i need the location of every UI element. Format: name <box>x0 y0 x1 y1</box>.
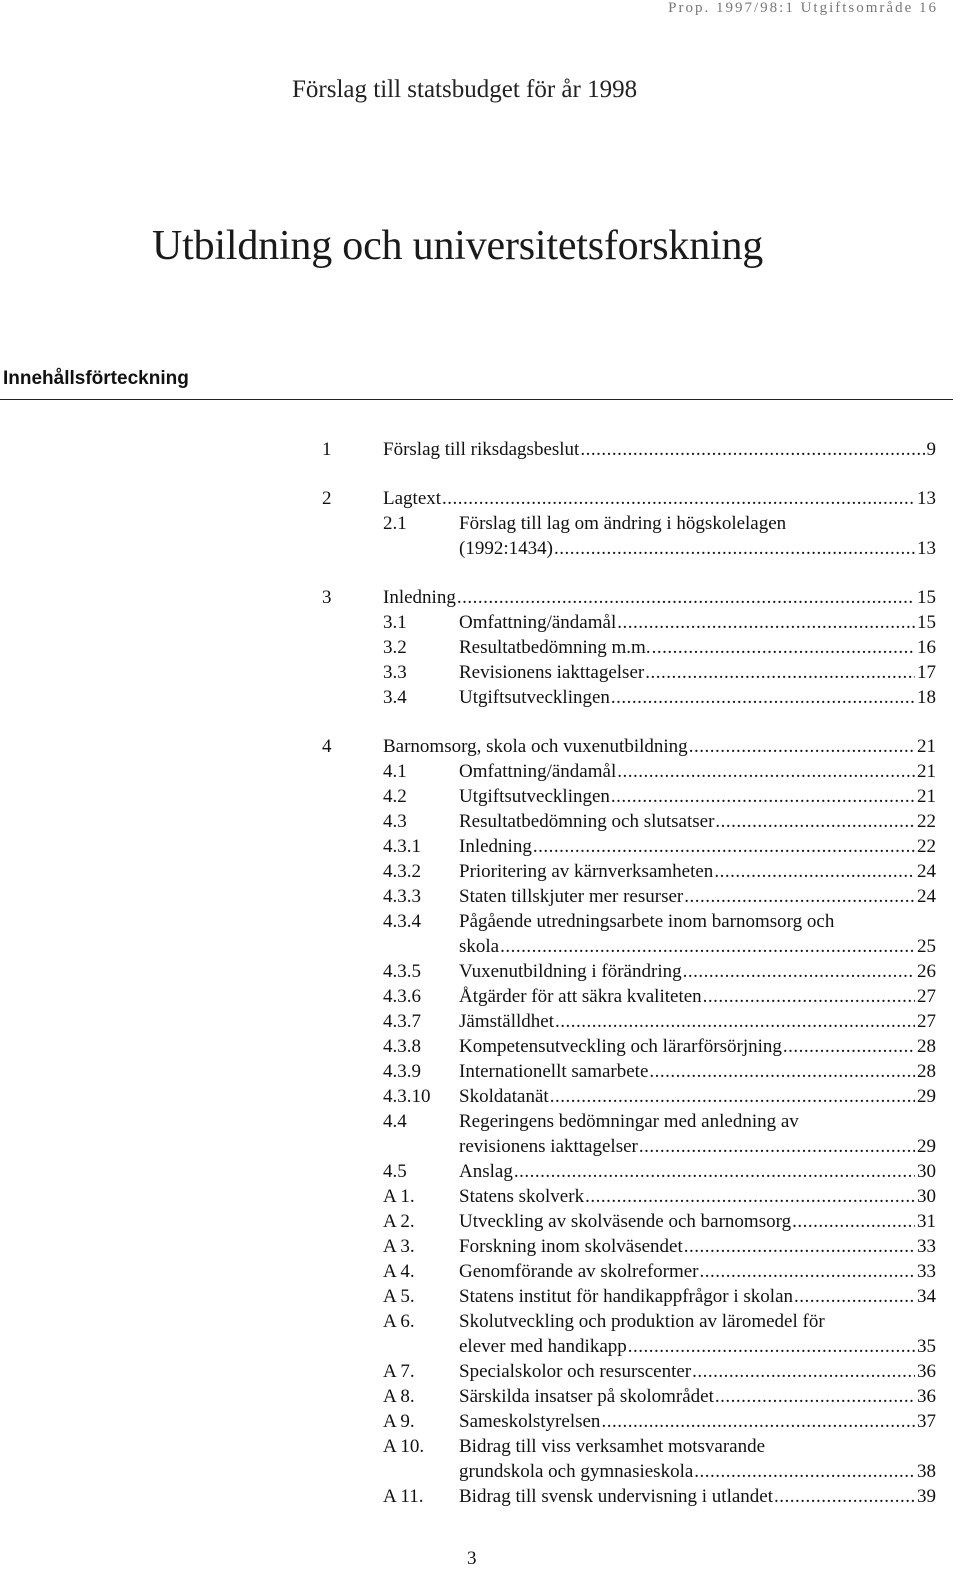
toc-entry-number: A 9. <box>383 1411 415 1432</box>
toc-entry-number: 4.3.8 <box>383 1036 421 1057</box>
toc-entry-title: Resultatbedömning m.m. <box>459 637 651 658</box>
toc-entry-number: A 7. <box>383 1361 415 1382</box>
toc-entry-number: A 3. <box>383 1236 415 1257</box>
toc-entry-page: 33 <box>917 1261 936 1282</box>
toc-entry-title: Statens skolverk <box>459 1186 585 1207</box>
toc-leader-dots <box>652 635 915 660</box>
toc-entry-title: Statens institut för handikappfrågor i skolan <box>459 1286 794 1307</box>
toc-entry[interactable] <box>0 1309 960 1359</box>
toc-entry-number: A 10. <box>383 1436 425 1457</box>
toc-entry-number: 4.3.7 <box>383 1011 421 1032</box>
toc-entry-number: 2 <box>322 488 332 509</box>
toc-leader-dots <box>774 1484 915 1509</box>
toc-entry-title: Jämställdhet <box>459 1011 554 1032</box>
toc-entry-page: 24 <box>917 861 936 882</box>
toc-entry[interactable] <box>0 1159 960 1184</box>
toc-leader-dots <box>617 759 915 784</box>
toc-entry-page: 33 <box>917 1236 936 1257</box>
toc-leader-dots <box>684 884 915 909</box>
toc-leader-dots <box>715 1384 915 1409</box>
toc-entry-number: 3 <box>322 587 332 608</box>
toc-leader-dots <box>694 1459 915 1484</box>
toc-entry-number: 4.3.9 <box>383 1061 421 1082</box>
toc-entry-page: 22 <box>917 836 936 857</box>
toc-entry-title: Bidrag till viss verksamhet motsvarande <box>459 1436 766 1457</box>
toc-entry-page: 15 <box>917 612 936 633</box>
toc-entry-title: Inledning <box>383 587 456 608</box>
toc-entry[interactable] <box>0 437 960 462</box>
toc-entry-number: A 1. <box>383 1186 415 1207</box>
toc-entry[interactable] <box>0 635 960 660</box>
document-subtitle: Förslag till statsbudget för år 1998 <box>292 76 638 103</box>
toc-entry[interactable] <box>0 1234 960 1259</box>
toc-entry-page: 15 <box>917 587 936 608</box>
toc-leader-dots <box>611 784 915 809</box>
toc-leader-dots <box>554 536 915 561</box>
toc-entry-title: Utveckling av skolväsende och barnomsorg <box>459 1211 792 1232</box>
toc-entry-title: skola <box>459 936 500 957</box>
toc-leader-dots <box>684 1234 915 1259</box>
toc-entry-title: Skoldatanät <box>459 1086 549 1107</box>
toc-entry-number: A 8. <box>383 1386 415 1407</box>
toc-entry-page: 22 <box>917 811 936 832</box>
toc-entry-title: Utgiftsutvecklingen <box>459 786 610 807</box>
heading-rule <box>0 399 953 400</box>
document-title: Utbildning och universitetsforskning <box>152 223 764 269</box>
toc-entry-number: 4.3.6 <box>383 986 421 1007</box>
toc-entry[interactable] <box>0 784 960 809</box>
toc-entry-title: Omfattning/ändamål <box>459 612 617 633</box>
toc-heading: Innehållsförteckning <box>3 368 189 389</box>
toc-entry-number: A 2. <box>383 1211 415 1232</box>
toc-leader-dots <box>550 1084 915 1109</box>
toc-entry-page: 30 <box>917 1161 936 1182</box>
toc-entry-number: 2.1 <box>383 513 407 534</box>
toc-entry[interactable] <box>0 1259 960 1284</box>
toc-entry-page: 35 <box>917 1336 936 1357</box>
toc-entry-title: Omfattning/ändamål <box>459 761 617 782</box>
toc-entry-title: Förslag till riksdagsbeslut <box>383 439 580 460</box>
toc-entry[interactable] <box>0 809 960 834</box>
toc-entry-page: 27 <box>917 986 936 1007</box>
toc-entry-title: Resultatbedömning och slutsatser <box>459 811 715 832</box>
toc-entry[interactable] <box>0 859 960 884</box>
toc-entry-page: 17 <box>917 662 936 683</box>
toc-entry-page: 27 <box>917 1011 936 1032</box>
toc-entry-page: 36 <box>917 1361 936 1382</box>
toc-entry[interactable] <box>0 1084 960 1109</box>
toc-entry-page: 26 <box>917 961 936 982</box>
toc-entry-title: Inledning <box>459 836 532 857</box>
toc-entry-page: 24 <box>917 886 936 907</box>
toc-entry-number: 3.4 <box>383 687 407 708</box>
toc-entry-number: 4.3.5 <box>383 961 421 982</box>
toc-entry-title: Kompetensutveckling och lärarförsörjning <box>459 1036 782 1057</box>
toc-entry[interactable] <box>0 1109 960 1159</box>
toc-entry-title: Regeringens bedömningar med anledning av <box>459 1111 799 1132</box>
toc-entry-title: Staten tillskjuter mer resurser <box>459 886 684 907</box>
toc-leader-dots <box>639 1134 915 1159</box>
toc-entry-title: Anslag <box>459 1161 513 1182</box>
toc-entry-title: grundskola och gymnasieskola <box>459 1461 694 1482</box>
toc-entry-page: 18 <box>917 687 936 708</box>
toc-entry[interactable] <box>0 1284 960 1309</box>
toc-entry-title: Lagtext <box>383 488 442 509</box>
toc-entry-number: 3.2 <box>383 637 407 658</box>
toc-entry-number: 4.3.10 <box>383 1086 431 1107</box>
toc-entry-title: Särskilda insatser på skolområdet <box>459 1386 714 1407</box>
toc-entry-number: A 11. <box>383 1486 424 1507</box>
toc-entry-title: Förslag till lag om ändring i högskolelagen <box>459 513 787 534</box>
toc-entry-number: 4.1 <box>383 761 407 782</box>
toc-entry-title: Forskning inom skolväsendet <box>459 1236 683 1257</box>
toc-entry-number: 4.4 <box>383 1111 407 1132</box>
running-header: Prop. 1997/98:1 Utgiftsområde 16 <box>668 0 938 16</box>
toc-entry-title: Bidrag till svensk undervisning i utlandet <box>459 1486 773 1507</box>
toc-leader-dots <box>649 1059 915 1084</box>
toc-leader-dots <box>683 959 915 984</box>
toc-entry-title: Utgiftsutvecklingen <box>459 687 610 708</box>
toc-entry-page: 28 <box>917 1036 936 1057</box>
toc-entry-title: Prioritering av kärnverksamheten <box>459 861 714 882</box>
toc-entry-number: 1 <box>322 439 332 460</box>
toc-entry-page: 25 <box>917 936 936 957</box>
toc-entry[interactable] <box>0 734 960 759</box>
toc-entry[interactable] <box>0 685 960 710</box>
toc-entry[interactable] <box>0 585 960 610</box>
toc-entry[interactable] <box>0 1209 960 1234</box>
toc-entry[interactable] <box>0 486 960 511</box>
toc-leader-dots <box>700 1259 915 1284</box>
toc-entry[interactable] <box>0 984 960 1009</box>
toc-leader-dots <box>689 734 915 759</box>
toc-entry-title: Åtgärder för att säkra kvaliteten <box>459 986 702 1007</box>
toc-leader-dots <box>457 585 915 610</box>
toc-entry-title: revisionens iakttagelser <box>459 1136 638 1157</box>
toc-entry-title: Revisionens iakttagelser <box>459 662 645 683</box>
toc-entry-page: 30 <box>917 1186 936 1207</box>
toc-leader-dots <box>601 1409 915 1434</box>
toc-entry-page: 13 <box>917 488 936 509</box>
toc-leader-dots <box>645 660 915 685</box>
toc-entry-page: 39 <box>917 1486 936 1507</box>
toc-leader-dots <box>794 1284 915 1309</box>
toc-entry-number: 4.3.1 <box>383 836 421 857</box>
toc-leader-dots <box>692 1359 915 1384</box>
toc-entry-page: 21 <box>917 736 936 757</box>
toc-entry[interactable] <box>0 1359 960 1384</box>
toc-entry[interactable] <box>0 1009 960 1034</box>
toc-entry[interactable] <box>0 511 960 561</box>
toc-entry-number: 4.3.2 <box>383 861 421 882</box>
toc-leader-dots <box>585 1184 915 1209</box>
toc-entry[interactable] <box>0 1434 960 1484</box>
toc-entry-title: Pågående utredningsarbete inom barnomsorg och <box>459 911 835 932</box>
toc-entry-number: A 6. <box>383 1311 415 1332</box>
toc-entry-title: Specialskolor och resurscenter <box>459 1361 692 1382</box>
toc-entry-page: 38 <box>917 1461 936 1482</box>
toc-entry[interactable] <box>0 1059 960 1084</box>
toc-entry[interactable] <box>0 1034 960 1059</box>
toc-leader-dots <box>715 809 915 834</box>
toc-entry-number: 4.2 <box>383 786 407 807</box>
toc-leader-dots <box>500 934 915 959</box>
toc-entry[interactable] <box>0 884 960 909</box>
toc-entry-title: (1992:1434) <box>459 538 553 559</box>
toc-entry-page: 16 <box>917 637 936 658</box>
toc-entry-title: Internationellt samarbete <box>459 1061 649 1082</box>
toc-entry-title: elever med handikapp <box>459 1336 627 1357</box>
toc-leader-dots <box>533 834 915 859</box>
toc-entry-page: 34 <box>917 1286 936 1307</box>
toc-entry[interactable] <box>0 834 960 859</box>
toc-entry-page: 28 <box>917 1061 936 1082</box>
toc-entry-title: Sameskolstyrelsen <box>459 1411 601 1432</box>
toc-entry-title: Genomförande av skolreformer <box>459 1261 699 1282</box>
toc-entry[interactable] <box>0 1184 960 1209</box>
toc-leader-dots <box>580 437 924 462</box>
toc-leader-dots <box>703 984 915 1009</box>
toc-entry-page: 37 <box>917 1411 936 1432</box>
toc-leader-dots <box>611 685 915 710</box>
toc-entry-page: 21 <box>917 761 936 782</box>
toc-entry-title: Skolutveckling och produktion av läromedel för <box>459 1311 825 1332</box>
toc-leader-dots <box>628 1334 915 1359</box>
toc-entry-page: 31 <box>917 1211 936 1232</box>
toc-leader-dots <box>442 486 915 511</box>
toc-entry-number: 4.5 <box>383 1161 407 1182</box>
toc-leader-dots <box>514 1159 915 1184</box>
toc-entry-number: 4 <box>322 736 332 757</box>
toc-entry-number: 4.3.4 <box>383 911 421 932</box>
toc-entry-number: 3.1 <box>383 612 407 633</box>
toc-entry-page: 21 <box>917 786 936 807</box>
toc-leader-dots <box>555 1009 915 1034</box>
toc-entry[interactable] <box>0 1384 960 1409</box>
toc-entry[interactable] <box>0 759 960 784</box>
toc-entry-number: 3.3 <box>383 662 407 683</box>
toc-entry-number: 4.3 <box>383 811 407 832</box>
toc-entry[interactable] <box>0 1409 960 1434</box>
toc-entry-number: A 4. <box>383 1261 415 1282</box>
toc-entry[interactable] <box>0 610 960 635</box>
toc-entry-title: Vuxenutbildning i förändring <box>459 961 682 982</box>
toc-leader-dots <box>792 1209 915 1234</box>
toc-entry[interactable] <box>0 1484 960 1509</box>
toc-entry[interactable] <box>0 660 960 685</box>
toc-leader-dots <box>617 610 915 635</box>
toc-entry-page: 29 <box>917 1136 936 1157</box>
toc-entry-number: A 5. <box>383 1286 415 1307</box>
toc-entry-number: 4.3.3 <box>383 886 421 907</box>
toc-entry[interactable] <box>0 959 960 984</box>
toc-entry-page: 29 <box>917 1086 936 1107</box>
toc-entry-page: 9 <box>926 439 936 460</box>
page-number: 3 <box>467 1548 477 1569</box>
toc-entry-page: 13 <box>917 538 936 559</box>
toc-entry-title: Barnomsorg, skola och vuxenutbildning <box>383 736 688 757</box>
toc-leader-dots <box>783 1034 915 1059</box>
toc-leader-dots <box>714 859 915 884</box>
toc-entry[interactable] <box>0 909 960 959</box>
toc-entry-page: 36 <box>917 1386 936 1407</box>
